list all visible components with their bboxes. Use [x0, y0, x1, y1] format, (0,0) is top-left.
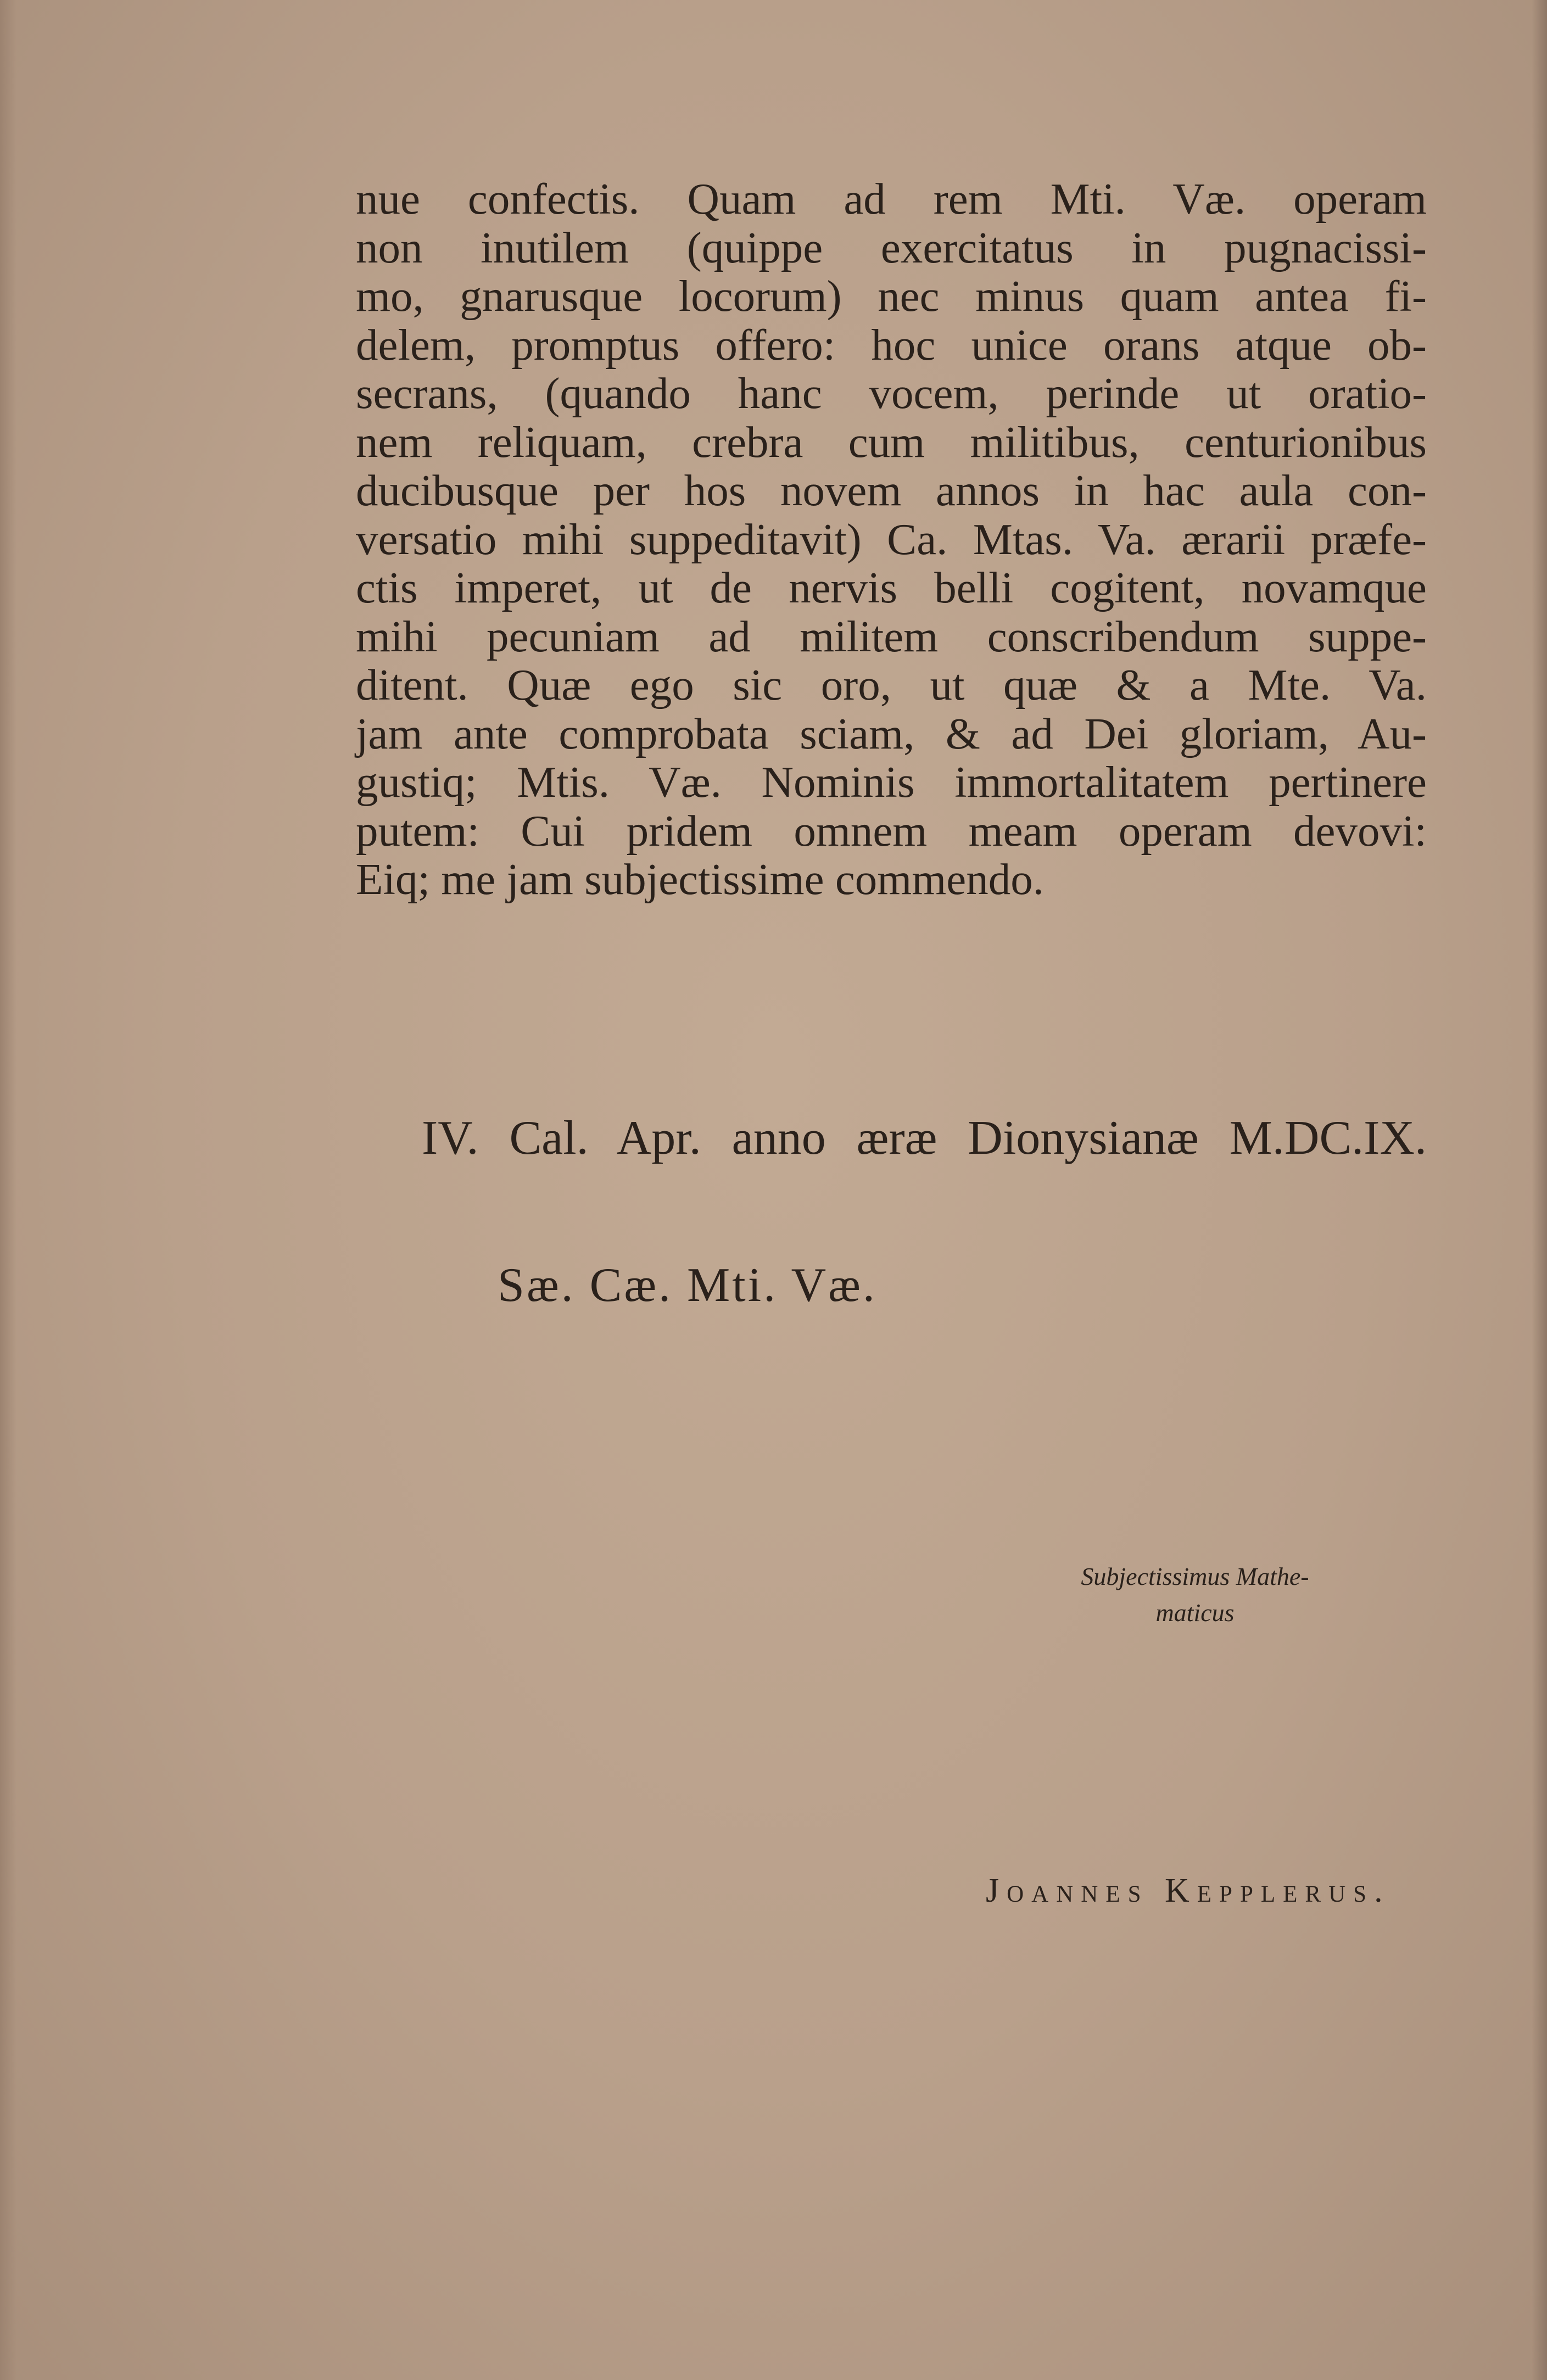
- text-line: versatio mihi suppeditavit) Ca. Mtas. Va. ærarii præfe-: [356, 514, 1427, 564]
- text-line: putem: Cui pridem omnem meam operam devovi:: [356, 806, 1427, 856]
- text-line: ditent. Quæ ego sic oro, ut quæ & a Mte. Va.: [356, 660, 1427, 709]
- letter-body: [356, 175, 1427, 904]
- text-line: nue confectis. Quam ad rem Mti. Væ. operam: [356, 174, 1427, 224]
- text-line: ducibusque per hos novem annos in hac aula con-: [356, 466, 1427, 515]
- page-edge-left: [0, 0, 16, 2380]
- text-line: Eiq; me jam subjectissime commendo.: [356, 854, 1045, 904]
- closing-signoff: [1025, 1558, 1365, 1631]
- text-line: delem, promptus offero: hoc unice orans atque ob-: [356, 320, 1427, 370]
- date-line: IV. Cal. Apr. anno æræ Dionysianæ M.DC.IX.: [422, 1111, 1427, 1165]
- text-line: nem reliquam, crebra cum militibus, centurionibus: [356, 417, 1427, 467]
- text-line: mihi pecuniam ad militem conscribendum suppe-: [356, 611, 1427, 661]
- text-line: gustiq; Mtis. Væ. Nominis immortalitatem pertinere: [356, 757, 1427, 807]
- text-line: mo, gnarusque locorum) nec minus quam antea fi-: [356, 271, 1427, 321]
- closing-line: Subjectissimus Mathe-: [1081, 1562, 1309, 1590]
- author-signature: Joannes Kepplerus.: [986, 1872, 1390, 1909]
- text-line: non inutilem (quippe exercitatus in pugnacissi-: [356, 222, 1427, 272]
- text-line: jam ante comprobata sciam, & ad Dei gloriam, Au-: [356, 708, 1427, 758]
- closing-line: maticus: [1155, 1599, 1235, 1627]
- salutation: Sæ. Cæ. Mti. Væ.: [498, 1259, 877, 1312]
- text-line: ctis imperet, ut de nervis belli cogitent, novamque: [356, 563, 1427, 612]
- page-edge-right: [1532, 0, 1547, 2380]
- text-line: secrans, (quando hanc vocem, perinde ut oratio-: [356, 368, 1427, 418]
